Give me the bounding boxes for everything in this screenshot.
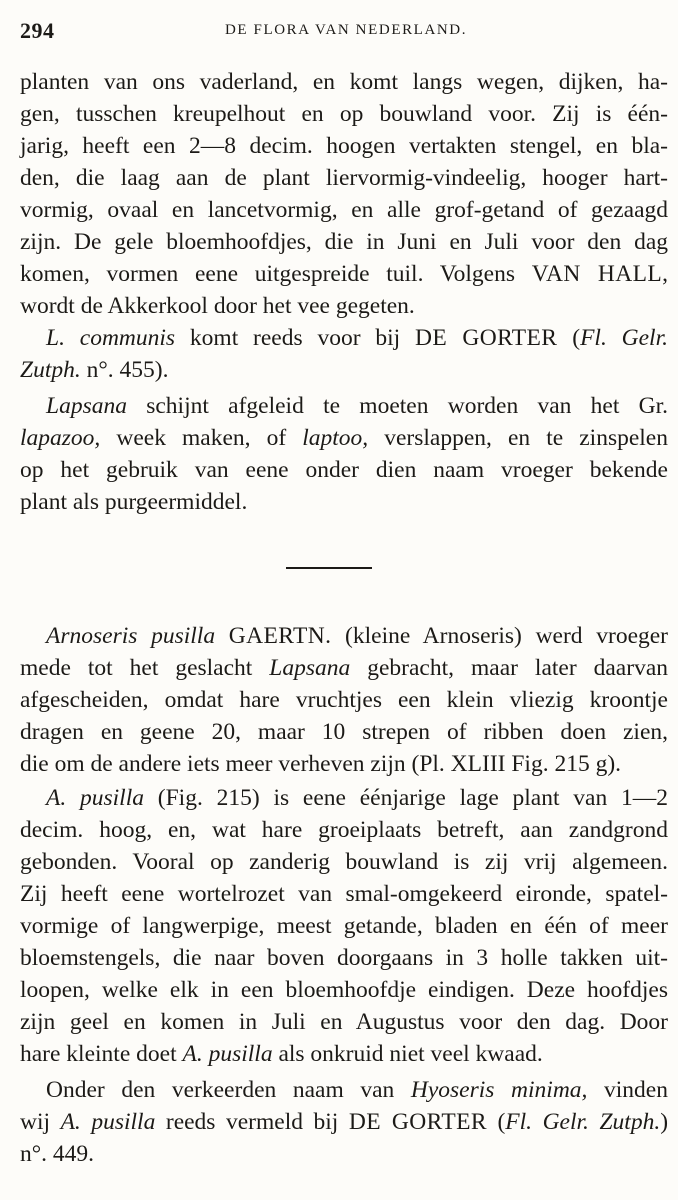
- text-run: die om de andere iets meer verheven zijn (Pl. XLIII Fig. 215 g).: [20, 751, 622, 777]
- text-line: [20, 652, 668, 684]
- text-line: [20, 98, 668, 130]
- text-run: week maken, of: [100, 425, 303, 451]
- species-name: A. pusilla: [46, 785, 144, 811]
- text-run: jarig, heeft een 2—8 decim. hoogen vertakten stengel, en bla-: [20, 133, 668, 159]
- genus-name: Lapsana: [269, 655, 351, 681]
- text-run: komt reeds voor bij: [175, 325, 416, 351]
- text-run: dragen en geene 20, maar 10 strepen of ribben doen zien,: [20, 719, 668, 745]
- genus-name: Lapsana: [46, 393, 127, 419]
- citation-title: Zutph.: [20, 357, 81, 383]
- text-run: verslappen, en te zinspelen: [368, 425, 668, 451]
- text-run: afgescheiden, omdat hare vruchtjes een klein vliezig kroontje: [20, 687, 668, 713]
- text-run: op het gebruik van eene onder dien naam vroeger bekende: [20, 457, 668, 483]
- text-line: [20, 814, 668, 846]
- text-run: n°. 455).: [80, 357, 169, 383]
- text-run: Onder den verkeerden naam van: [46, 1077, 411, 1103]
- text-line: [20, 1106, 668, 1138]
- text-line: [20, 162, 668, 194]
- text-line: [20, 942, 668, 974]
- text-run: gen, tusschen kreupelhout en op bouwland voor. Zij is één-: [20, 101, 668, 127]
- text-run: schijnt afgeleid te moeten worden van het Gr.: [126, 393, 668, 419]
- text-run: vormig, ovaal en lancetvormig, en alle grof-getand of gezaagd: [20, 197, 668, 223]
- text-line: [20, 1006, 668, 1038]
- greek-word: laptoo,: [302, 425, 369, 451]
- text-run: komen, vormen eene uitgespreide tuil. Volgens: [20, 261, 532, 287]
- section-separator: [286, 567, 372, 569]
- species-name: A. pusilla: [60, 1109, 156, 1135]
- page-header: [20, 18, 668, 48]
- text-run: vormige of langwerpige, meest getande, bladen en één of meer: [20, 913, 668, 939]
- text-line: [20, 130, 668, 162]
- text-run: zijn. De gele bloemhoofdjes, die in Juni en Juli voor den dag: [20, 229, 668, 255]
- text-run: mede tot het geslacht: [20, 655, 270, 681]
- text-run: ,: [662, 261, 668, 287]
- species-name: A. pusilla: [182, 1041, 273, 1067]
- author-name: DE GORTER: [348, 1109, 487, 1135]
- author-name: DE GORTER: [415, 325, 558, 351]
- text-line: [20, 974, 668, 1006]
- text-run: planten van ons vaderland, en komt langs wegen, dijken, ha-: [20, 69, 668, 95]
- running-head: DE FLORA VAN NEDERLAND.: [225, 22, 468, 38]
- text-run: vinden: [587, 1077, 668, 1103]
- text-run: [215, 623, 229, 649]
- text-line: [20, 716, 668, 748]
- text-run: ): [660, 1109, 669, 1135]
- text-line: [20, 846, 668, 878]
- text-line: [20, 66, 668, 98]
- text-line: [20, 226, 668, 258]
- text-line: [20, 354, 668, 386]
- text-line: [20, 454, 668, 486]
- text-line: [46, 1074, 668, 1106]
- text-run: n°. 449.: [20, 1141, 95, 1167]
- text-run: (: [557, 325, 581, 351]
- text-run: loopen, welke elk in een bloemhoofdje eindigen. Deze hoofdjes: [20, 977, 668, 1003]
- greek-word: lapazoo,: [20, 425, 101, 451]
- text-line: [20, 1138, 668, 1170]
- author-name: GAERTN.: [228, 623, 332, 649]
- text-run: wordt de Akkerkool door het vee gegeten.: [20, 293, 415, 319]
- text-run: Zij heeft eene wortelrozet van smal-omgekeerd eironde, spatel-: [20, 881, 668, 907]
- text-run: (: [486, 1109, 506, 1135]
- author-name: VAN HALL: [531, 261, 663, 287]
- citation-title: Fl. Gelr.: [580, 325, 669, 351]
- text-run: gebracht, maar later daarvan: [350, 655, 668, 681]
- text-line: [20, 684, 668, 716]
- text-run: plant als purgeermiddel.: [20, 489, 248, 515]
- text-line: [46, 782, 668, 814]
- species-name: L. communis: [46, 325, 176, 351]
- text-line: [20, 1038, 668, 1070]
- text-line: [20, 422, 668, 454]
- text-run: decim. hoog, en, wat hare groeiplaats betreft, aan zandgrond: [20, 817, 668, 843]
- text-line: [20, 748, 668, 780]
- text-line: [46, 390, 668, 422]
- text-line: [46, 620, 668, 652]
- species-name: Hyoseris minima,: [410, 1077, 588, 1103]
- text-run: bloemstengels, die naar boven doorgaans in 3 holle takken uit-: [20, 945, 668, 971]
- text-run: zijn geel en komen in Juli en Augustus voor den dag. Door: [20, 1009, 668, 1035]
- text-run: hare kleinte doet: [20, 1041, 183, 1067]
- text-line: [20, 290, 668, 322]
- species-name: Arnoseris pusilla: [46, 623, 216, 649]
- text-run: (Fig. 215) is eene éénjarige lage plant van 1—2: [144, 785, 668, 811]
- text-run: (kleine Arnoseris) werd vroeger: [331, 623, 668, 649]
- text-run: als onkruid niet veel kwaad.: [272, 1041, 543, 1067]
- text-run: den, die laag aan de plant liervormig-vindeelig, hooger hart-: [20, 165, 668, 191]
- text-run: reeds vermeld bij: [155, 1109, 349, 1135]
- text-line: [46, 322, 668, 354]
- text-line: [20, 258, 668, 290]
- text-line: [20, 910, 668, 942]
- text-run: gebonden. Vooral op zanderig bouwland is zij vrij algemeen.: [20, 849, 668, 875]
- text-line: [20, 878, 668, 910]
- text-run: wij: [20, 1109, 61, 1135]
- page-number: 294: [20, 18, 55, 43]
- citation-title: Fl. Gelr. Zutph.: [505, 1109, 661, 1135]
- text-line: [20, 486, 668, 518]
- text-line: [20, 194, 668, 226]
